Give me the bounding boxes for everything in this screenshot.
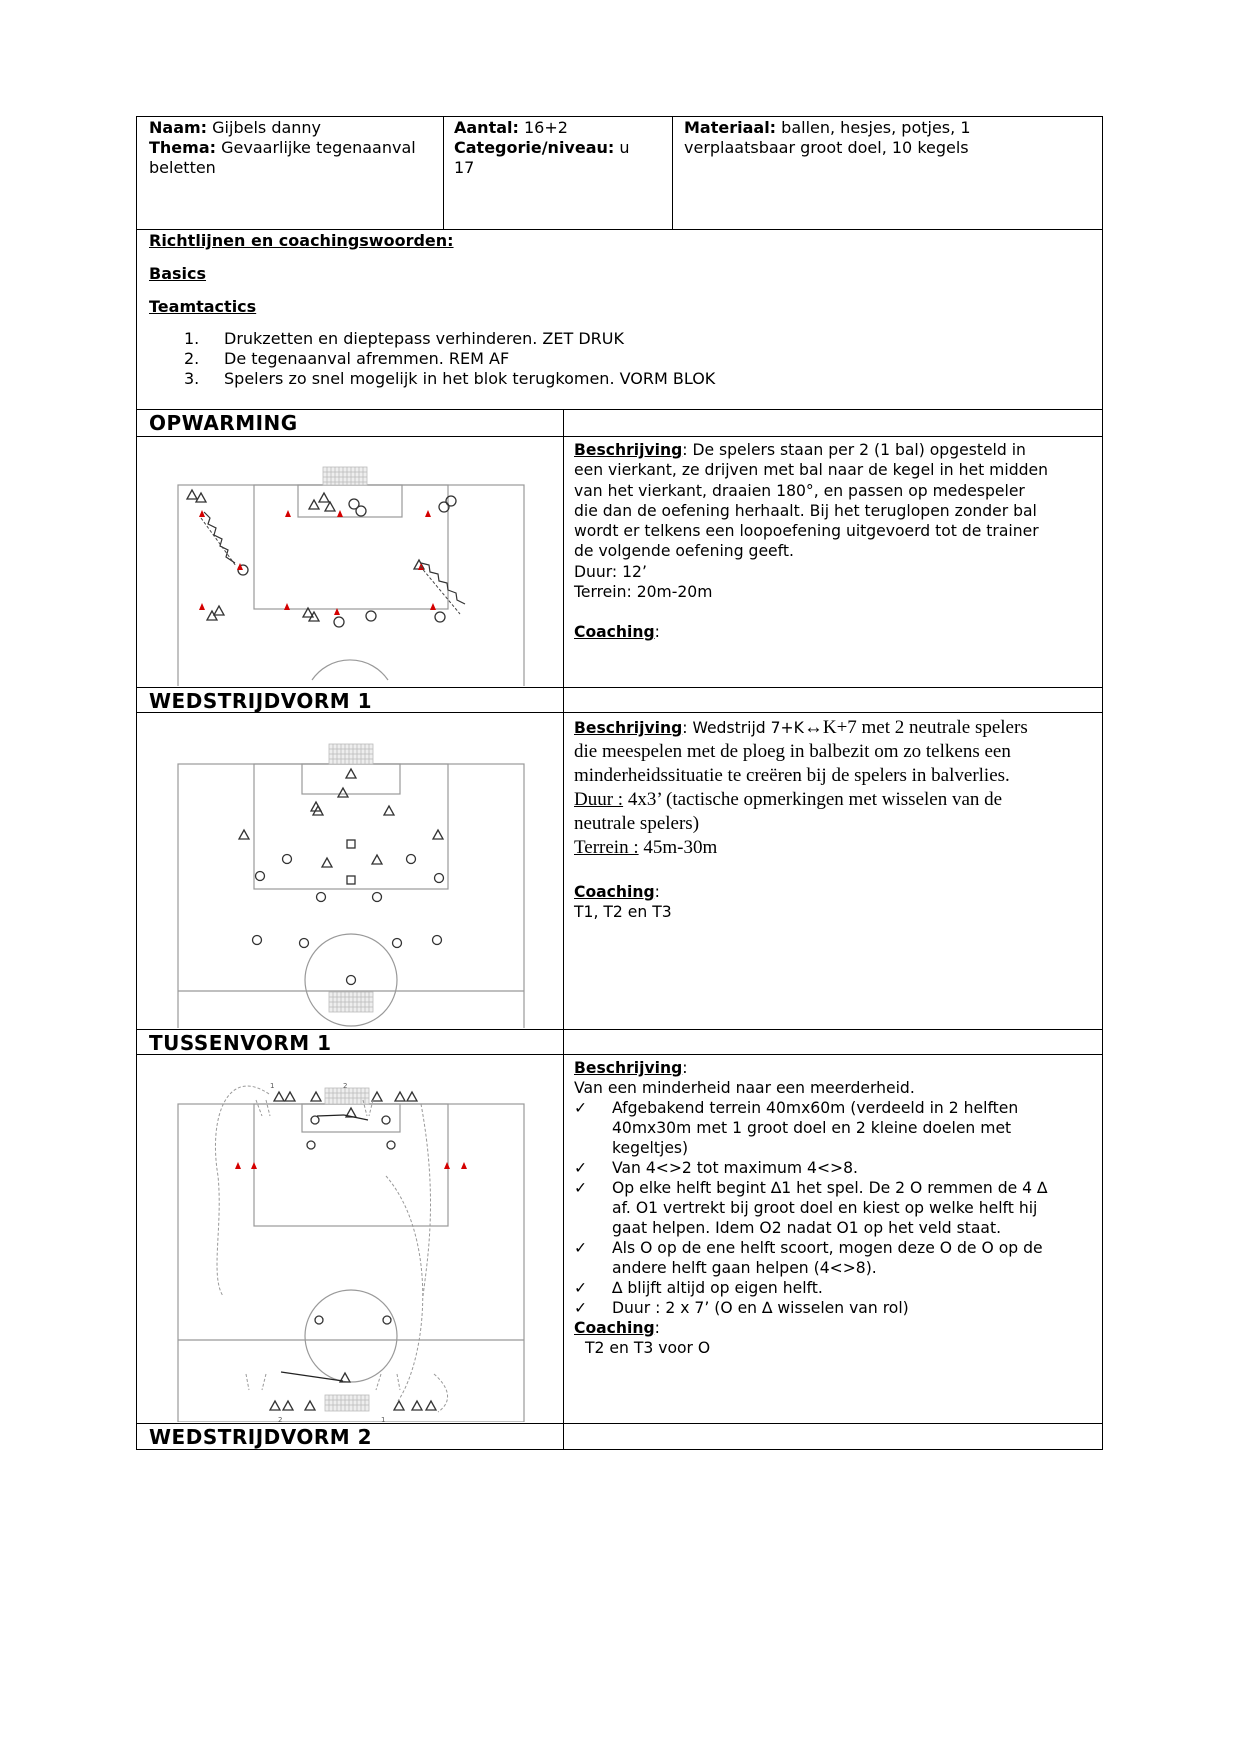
coaching-text: T1, T2 en T3 <box>574 903 672 921</box>
duur-label: Duur : <box>574 789 624 810</box>
section-title-wedstrijdvorm-1: WEDSTRIJDVORM 1 <box>149 689 373 713</box>
terrein-label: Terrein : <box>574 837 639 858</box>
categorie-label: Categorie/niveau: <box>454 138 615 157</box>
beschrijving-label: Beschrijving <box>574 441 683 459</box>
section-title-wedstrijdvorm-2: WEDSTRIJDVORM 2 <box>149 1425 373 1449</box>
hline <box>136 436 1103 437</box>
coaching-label: Coaching <box>574 623 655 642</box>
header-cell-materiaal <box>684 118 1099 158</box>
duur-text: Duur: 12’ <box>574 562 647 581</box>
check-icon: ✓ <box>574 1239 588 1257</box>
naam-label: Naam: <box>149 118 208 137</box>
hline <box>136 1449 1103 1450</box>
aantal-label: Aantal: <box>454 118 519 137</box>
coaching-text: T2 en T3 voor O <box>585 1339 711 1357</box>
guidelines-title: Richtlijnen en coachingswoorden: <box>149 231 454 250</box>
check-icon: ✓ <box>574 1299 588 1317</box>
label-1: 1 <box>381 1416 386 1422</box>
thema-value: Gevaarlijke tegenaanval <box>221 138 416 157</box>
materiaal-value: ballen, hesjes, potjes, 1 <box>781 118 971 137</box>
beschrijving-label: Beschrijving <box>574 1059 683 1077</box>
header-cell-naam <box>149 118 439 178</box>
exercise-table-right-border <box>1102 410 1103 1450</box>
list-item: ✓ Duur : 2 x 7’ (O en ∆ wisselen van rol) <box>574 1299 909 1317</box>
hline <box>136 1029 1103 1030</box>
header-cell-aantal <box>454 118 669 178</box>
list-item: 3. Spelers zo snel mogelijk in het blok terugkomen. VORM BLOK <box>184 369 716 388</box>
thema-value-cont: beletten <box>149 158 216 177</box>
label-2: 2 <box>278 1416 283 1422</box>
intro-text: Van een minderheid naar een meerderheid. <box>574 1079 915 1097</box>
coaching-label: Coaching <box>574 883 655 901</box>
coaching-label: Coaching <box>574 1319 655 1337</box>
list-item: ✓ Afgebakend terrein 40mx60m (verdeeld in 2 helften 40mx30m met 1 groot doel en 2 kleine doelen met kegeltjes) <box>574 1099 1019 1157</box>
guidelines-list <box>184 329 1084 389</box>
thema-label: Thema: <box>149 138 217 157</box>
check-icon: ✓ <box>574 1159 588 1177</box>
section-title-tussenvorm-1: TUSSENVORM 1 <box>149 1031 332 1055</box>
section-title-opwarming: OPWARMING <box>149 411 298 435</box>
list-item: ✓ ∆ blijft altijd op eigen helft. <box>574 1279 823 1297</box>
exercise-table-left-border <box>136 410 137 1450</box>
opwarming-diagram <box>138 438 562 686</box>
categorie-value-cont: 17 <box>454 158 475 177</box>
hline <box>136 687 1103 688</box>
list-item: 2. De tegenaanval afremmen. REM AF <box>184 349 510 368</box>
list-item: ✓ Van 4<>2 tot maximum 4<>8. <box>574 1159 858 1177</box>
list-item: ✓ Op elke helft begint ∆1 het spel. De 2 O remmen de 4 ∆ af. O1 vertrekt bij groot doel en kiest op welke helft hij gaat helpen. Idem O2 nadat O1 op het veld staat. <box>574 1179 1048 1237</box>
label-1: 1 <box>270 1082 275 1090</box>
tussenvorm-1-diagram <box>138 1056 562 1422</box>
terrein-text: Terrein: 20m-20m <box>574 583 713 602</box>
tussenvorm-1-description: Beschrijving: Van een minderheid naar een meerderheid. ✓ Afgebakend terrein 40mx60m (verdeeld in 2 helften 40mx30m met 1 groot doel en 2 kleine doelen met kegeltjes) ✓ Van 4<>2 tot maximum 4<>8. ✓ Op elke helft begint ∆1 het spel. De 2 O remmen de 4 ∆ af. O1 vertrekt bij groot doel en kiest op welke helft hij gaat helpen. Idem O2 nadat O1 op het veld staat. ✓ Als O op de ene helft scoort, mogen deze O de O op de andere helft gaan helpen (4<>8). ✓ ∆ blijft altijd op eigen helft. ✓ Duur : 2 x 7’ (O en ∆ wisselen van rol) Coaching: T2 en T3 voor O <box>574 1058 1092 1358</box>
header-divider-2 <box>672 116 673 230</box>
materiaal-label: Materiaal: <box>684 118 777 137</box>
guidelines-teamtactics: Teamtactics <box>149 297 257 316</box>
hline <box>136 1423 1103 1424</box>
check-icon: ✓ <box>574 1279 588 1297</box>
materiaal-value-cont: verplaatsbaar groot doel, 10 kegels <box>684 138 969 157</box>
list-item: ✓ Als O op de ene helft scoort, mogen deze O de O op de andere helft gaan helpen (4<>8). <box>574 1239 1043 1277</box>
header-divider-1 <box>443 116 444 230</box>
check-icon: ✓ <box>574 1099 588 1117</box>
guidelines-basics: Basics <box>149 264 207 283</box>
wedstrijdvorm-1-diagram <box>138 714 562 1028</box>
categorie-value: u <box>619 138 630 157</box>
exercise-table-mid-border <box>563 410 564 1450</box>
list-item: 1. Drukzetten en dieptepass verhinderen. ZET DRUK <box>184 329 624 348</box>
naam-value: Gijbels danny <box>212 118 322 137</box>
aantal-value: 16+2 <box>524 118 568 137</box>
label-2: 2 <box>343 1082 348 1090</box>
opwarming-description: Beschrijving: De spelers staan per 2 (1 bal) opgesteld in een vierkant, ze drijven met bal naar de kegel in het midden van het vierkant, draaien 180°, en passen op medespeler die dan de oefening herhaalt. Bij het teruglopen zonder bal wordt er telkens een loopoefening uitgevoerd tot de trainer de volgende oefening geeft. Duur: 12’ Terrein: 20m-20m Coaching: <box>574 440 1092 643</box>
check-icon: ✓ <box>574 1179 588 1197</box>
wedstrijdvorm-1-description: Beschrijving: Wedstrijd 7+K↔K+7 met 2 neutrale spelers die meespelen met de ploeg in balbezit om zo telkens een minderheidssituatie te creëren bij de spelers in balverlies. Duur : 4x3’ (tactische opmerkingen met wisselen van de neutrale spelers) Terrein : 45m-30m Coaching: T1, T2 en T3 <box>574 716 1092 922</box>
beschrijving-label: Beschrijving <box>574 719 683 737</box>
